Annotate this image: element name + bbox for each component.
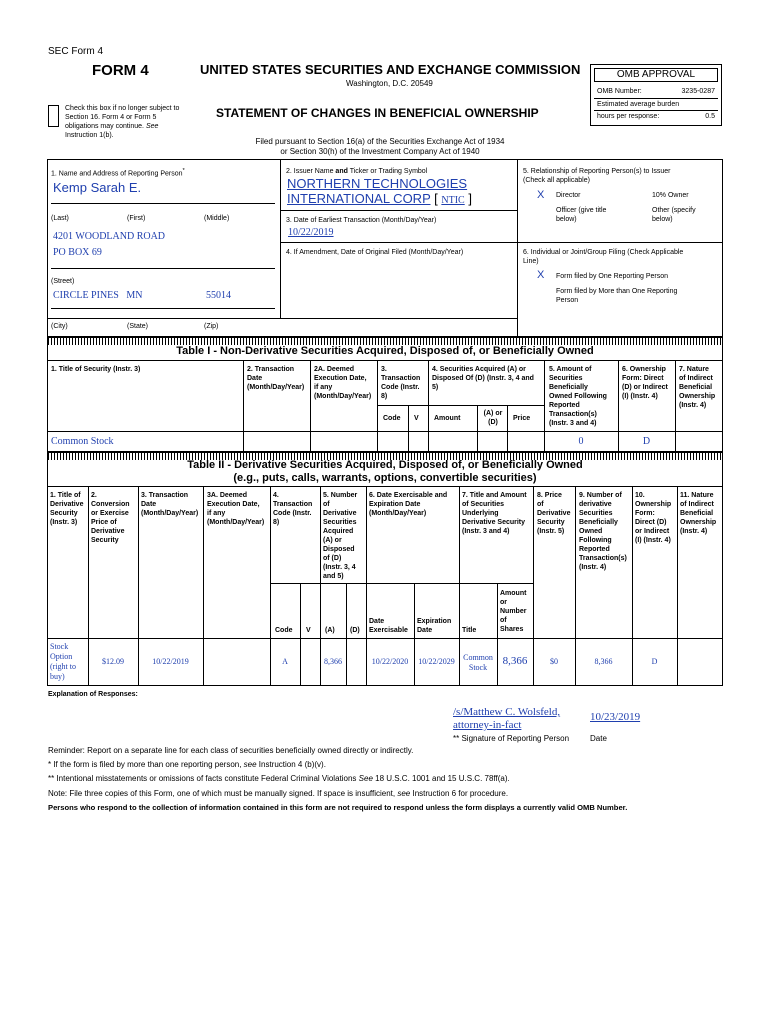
no-longer-subject-checkbox[interactable] <box>48 105 59 127</box>
t1-h5-1: Securities <box>549 375 583 382</box>
earliest-transaction-date: 10/22/2019 <box>288 227 334 238</box>
zip-label: (Zip) <box>204 323 219 330</box>
one-person-label: Form filed by One Reporting Person <box>556 273 669 280</box>
t2-row-date: 10/22/2019 <box>152 657 189 666</box>
t2-sub-exp-0: Expiration <box>417 618 452 625</box>
t1-h7-3: Ownership <box>679 393 716 400</box>
ticker-open: [ <box>430 191 442 206</box>
note1-see: see <box>243 760 257 769</box>
form-title: FORM 4 <box>92 62 149 79</box>
street-label: (Street) <box>51 278 75 285</box>
filed-line-2: or Section 30(h) of the Investment Company Act of 1940 <box>280 147 480 156</box>
omb-approval-box <box>590 64 722 126</box>
t2-sub-title: Title <box>462 627 477 634</box>
t2-h3a-2: if any <box>207 510 226 517</box>
t2-h10-2: Form: <box>635 510 655 517</box>
checkbox-instructions <box>65 104 205 140</box>
checkbox-see: See <box>145 123 159 130</box>
t2-h6 <box>369 491 447 518</box>
t1-h4-0: 4. Securities Acquired (A) or <box>432 366 526 373</box>
t1-sub-ad-1: (D) <box>488 419 498 426</box>
t2-h9-8: (Instr. 4) <box>579 564 607 571</box>
other-line-2: below) <box>652 216 673 223</box>
box5-line-2: (Check all applicable) <box>523 177 590 184</box>
t1-sub-price: Price <box>513 415 531 422</box>
one-person-mark: X <box>537 269 545 281</box>
t2-h5-7: of (D) <box>323 555 342 562</box>
t2-h2 <box>91 491 130 545</box>
t2-h7-1: of Securities <box>462 501 505 508</box>
checkbox-text-3: obligations may continue. <box>65 123 144 130</box>
t1-h7 <box>679 365 715 410</box>
t2-h2-3: Price of <box>91 519 117 526</box>
box3-label: 3. Date of Earliest Transaction (Month/Day/Year) <box>286 217 437 224</box>
note1-post: Instruction 4 (b)(v). <box>256 760 326 769</box>
t1-h2-2: (Month/Day/Year) <box>247 384 305 391</box>
checkbox-text-4: Instruction 1(b). <box>65 132 114 139</box>
statement-title: STATEMENT OF CHANGES IN BENEFICIAL OWNERSHIP <box>216 106 539 120</box>
t2-h7-2: Underlying <box>462 510 499 517</box>
t2-h2-5: Security <box>91 537 119 544</box>
box6-label <box>523 248 683 266</box>
t2-h7-0: 7. Title and Amount <box>462 492 527 499</box>
city-label: (City) <box>51 323 68 330</box>
t1-sub-v: V <box>414 415 419 422</box>
t2-row-title-2: (right to <box>50 662 76 671</box>
checkbox-text-3-line <box>65 122 205 131</box>
t2-h3-2: (Month/Day/Year) <box>141 510 199 517</box>
t1-h4-1: Disposed Of (D) (Instr. 3, 4 and <box>432 375 534 382</box>
t2-h5-1: of <box>323 501 330 508</box>
commission-location: Washington, D.C. 20549 <box>346 79 433 88</box>
omb-title: OMB APPROVAL <box>616 69 696 80</box>
t2-title-1: Table II - Derivative Securities Acquired, Disposed of, or Beneficially Owned <box>187 459 583 471</box>
t2-sub-amount-0: Amount <box>500 590 527 597</box>
t2-row-underlying-1: Stock <box>468 663 488 672</box>
t2-h5-5: (A) or <box>323 537 342 544</box>
t2-h9 <box>579 491 627 572</box>
officer-label <box>556 206 606 224</box>
t1-h7-0: 7. Nature <box>679 366 709 373</box>
city-state-value: CIRCLE PINES MN <box>53 290 143 301</box>
signature-line-2: attorney-in-fact <box>453 719 522 731</box>
officer-line-1: Officer (give title <box>556 207 607 214</box>
t2-row-underlying <box>459 653 497 673</box>
checkbox-text-1: Check this box if no longer subject to <box>65 105 180 112</box>
table-2-title <box>47 459 723 485</box>
date-label: Date <box>590 734 607 743</box>
t1-h5-0: 5. Amount of <box>549 366 592 373</box>
t2-sub-exp <box>417 617 451 635</box>
t2-h2-1: Conversion <box>91 501 130 508</box>
t2-h9-2: Securities <box>579 510 613 517</box>
t1-h7-2: Beneficial <box>679 384 713 391</box>
box2-and: and <box>335 168 348 175</box>
note3-pre: Note: File three copies of this Form, one of which must be manually signed. If space is insufficient, <box>48 789 398 798</box>
signature <box>453 706 560 732</box>
t2-sub-exp-1: Date <box>417 627 433 634</box>
t2-h10 <box>635 491 671 545</box>
more-line-1: Form filed by More than One Reporting <box>556 288 678 295</box>
t2-h4-0: 4. <box>273 492 279 499</box>
signature-label: ** Signature of Reporting Person <box>453 734 570 743</box>
middle-label: (Middle) <box>204 215 230 222</box>
address-line-1: 4201 WOODLAND ROAD <box>53 231 166 242</box>
t1-sub-ad <box>480 409 506 427</box>
issuer-name-line-2 <box>287 191 472 208</box>
t1-h3-0: 3. <box>381 366 387 373</box>
t1-h2a <box>314 365 371 401</box>
other-label <box>652 206 696 224</box>
t2-row-title-0: Stock <box>50 642 69 651</box>
t1-sub-ad-0: (A) or <box>483 410 503 417</box>
ten-percent-label: 10% Owner <box>652 192 689 199</box>
t2-h9-3: Beneficially <box>579 519 618 526</box>
box2-pre: 2. Issuer Name <box>286 168 336 175</box>
t1-h6-3: (I) (Instr. 4) <box>622 393 658 400</box>
t2-h1-3: (Instr. 3) <box>50 519 78 526</box>
t1-h3-1: Transaction <box>381 375 421 382</box>
t1-h5-6: (Instr. 3 and 4) <box>549 420 597 427</box>
t1-row-title: Common Stock <box>51 436 114 447</box>
t2-row-a: 8,366 <box>324 657 342 666</box>
omb-number-label: OMB Number: <box>597 88 642 95</box>
t2-row-price: $12.09 <box>102 657 124 666</box>
issuer-name-2: INTERNATIONAL CORP <box>287 191 431 206</box>
t2-h3-1: Date <box>141 501 157 508</box>
box1-label <box>51 167 185 178</box>
t2-title-2: (e.g., puts, calls, warrants, options, convertible securities) <box>233 472 537 484</box>
t2-h8-2: Derivative <box>537 510 571 517</box>
t1-h6 <box>622 365 668 401</box>
note3-see: see <box>397 789 411 798</box>
t2-h8 <box>537 491 570 536</box>
t2-row-title-3: buy) <box>50 672 65 681</box>
note3-post: Instruction 6 for procedure. <box>410 789 509 798</box>
zip-value: 55014 <box>206 290 231 301</box>
issuer-ticker: NTIC <box>441 195 465 206</box>
t2-sub-amount-4: Shares <box>500 626 524 633</box>
t2-h9-7: Transaction(s) <box>579 555 627 562</box>
t2-h2-0: 2. <box>91 492 97 499</box>
first-label: (First) <box>127 215 146 222</box>
t2-h11-2: Beneficial <box>680 510 714 517</box>
t2-h9-5: Following <box>579 537 612 544</box>
t1-h1: 1. Title of Security (Instr. 3) <box>51 366 141 373</box>
more-person-label <box>556 287 677 305</box>
t2-row-exercisable: 10/22/2020 <box>371 657 409 666</box>
t2-h2-4: Derivative <box>91 528 125 535</box>
t1-h7-1: of Indirect <box>679 375 713 382</box>
t1-h2a-1: Execution Date, <box>314 375 367 382</box>
t2-row-owned: 8,366 <box>594 657 613 666</box>
t2-h10-4: or Indirect <box>635 528 670 535</box>
box1-text: 1. Name and Address of Reporting Person <box>51 170 183 178</box>
t1-h5-3: Owned Following <box>549 393 607 400</box>
box2-post: Ticker or Trading Symbol <box>347 168 428 175</box>
last-label: (Last) <box>51 215 69 222</box>
t2-h3a <box>207 491 264 527</box>
t2-h3 <box>141 491 198 518</box>
t1-sub-amount: Amount <box>434 415 461 422</box>
t2-h5-8: (Instr. 3, 4 <box>323 564 356 571</box>
state-label: (State) <box>127 323 149 330</box>
t2-row-amount: 8,366 <box>502 655 528 667</box>
note2-see: See <box>358 774 373 783</box>
t1-h3 <box>381 365 420 401</box>
box6-line-2: Line) <box>523 258 539 265</box>
t1-h2a-2: if any <box>314 384 333 391</box>
t1-h4-2: 5) <box>432 384 439 391</box>
t2-h10-0: 10. <box>635 492 645 499</box>
note2-pre: ** Intentional misstatements or omissions of facts constitute Federal Criminal Violations <box>48 774 359 783</box>
t2-h8-0: 8. Price <box>537 492 562 499</box>
t2-h3-0: 3. Transaction <box>141 492 189 499</box>
t2-row-expiration: 10/22/2029 <box>418 657 455 666</box>
t2-row-code: A <box>282 657 288 666</box>
t2-row-deriv-price: $0 <box>550 657 558 666</box>
t2-h2-2: or Exercise <box>91 510 129 517</box>
t1-h5-5: Transaction(s) <box>549 411 597 418</box>
t2-h3a-3: (Month/Day/Year) <box>207 519 265 526</box>
t1-row-owned: 0 <box>578 436 584 447</box>
t2-row-form: D <box>651 657 658 666</box>
omb-number-value: 3235-0287 <box>681 88 715 95</box>
t2-sub-date-ex-1: Exercisable <box>369 627 408 634</box>
reminder-text: Reminder: Report on a separate line for each class of securities beneficially owned directly or indirectly. <box>48 746 414 755</box>
omb-title-box <box>594 68 718 82</box>
t2-h9-1: derivative <box>579 501 612 508</box>
signature-date: 10/23/2019 <box>590 711 641 723</box>
t2-h9-4: Owned <box>579 528 603 535</box>
t1-h2-1: Date <box>247 375 263 382</box>
signature-line-1: /s/Matthew C. Wolsfeld, <box>453 706 561 718</box>
t2-h5 <box>323 491 357 581</box>
t2-sub-date-ex-0: Date <box>369 618 385 625</box>
t2-sub-code: Code <box>275 627 293 634</box>
t2-h7-3: Derivative Security <box>462 519 526 526</box>
t2-row-underlying-0: Common <box>463 653 493 662</box>
officer-line-2: below) <box>556 216 577 223</box>
director-mark: X <box>537 189 545 201</box>
t2-h11-4: (Instr. 4) <box>680 528 708 535</box>
director-label: Director <box>556 192 581 199</box>
t2-h3a-0: 3A. Deemed <box>207 492 248 499</box>
t2-sub-amount-3: of <box>500 617 507 624</box>
t1-h7-4: (Instr. 4) <box>679 402 707 409</box>
box6-line-1: 6. Individual or Joint/Group Filing (Check Applicable <box>523 249 684 256</box>
omb-burden-label: Estimated average burden <box>597 101 680 108</box>
t2-h1 <box>50 491 83 527</box>
t1-h2-0: 2. Transaction <box>247 366 295 373</box>
t2-h5-0: 5. Number <box>323 492 358 499</box>
t2-sub-d: (D) <box>350 627 360 634</box>
reporting-person-name: Kemp Sarah E. <box>53 180 142 195</box>
t2-h10-3: Direct (D) <box>635 519 667 526</box>
t1-h6-1: Form: Direct <box>622 375 664 382</box>
t1-h5-4: Reported <box>549 402 580 409</box>
t1-h5 <box>549 365 607 428</box>
t2-h11-0: 11. Nature <box>680 492 714 499</box>
box4-label: 4. If Amendment, Date of Original Filed (Month/Day/Year) <box>286 249 464 256</box>
more-line-2: Person <box>556 297 579 304</box>
t1-h6-0: 6. Ownership <box>622 366 666 373</box>
t2-h7 <box>462 491 527 536</box>
t2-h9-6: Reported <box>579 546 610 553</box>
filed-line-1: Filed pursuant to Section 16(a) of the Securities Exchange Act of 1934 <box>255 137 505 146</box>
t2-h6-2: (Month/Day/Year) <box>369 510 427 517</box>
note1-pre: * If the form is filed by more than one reporting person, <box>48 760 244 769</box>
t1-h3-2: Code (Instr. <box>381 384 420 391</box>
t2-h8-4: (Instr. 5) <box>537 528 565 535</box>
t2-h3a-1: Execution Date, <box>207 501 260 508</box>
t2-row-title <box>50 642 76 682</box>
t2-h1-1: Derivative <box>50 501 84 508</box>
t2-h6-1: Expiration Date <box>369 501 421 508</box>
t1-row-form: D <box>642 436 651 447</box>
t2-h10-1: Ownership <box>635 501 672 508</box>
table-1-title: Table I - Non-Derivative Securities Acquired, Disposed of, or Beneficially Owned <box>176 345 594 357</box>
t1-h2a-3: (Month/Day/Year) <box>314 393 372 400</box>
t1-h4 <box>432 365 534 392</box>
t2-sub-v: V <box>306 627 311 634</box>
t2-h5-2: Derivative <box>323 510 357 517</box>
box5-line-1: 5. Relationship of Reporting Person(s) to Issuer <box>523 168 671 175</box>
checkbox-text-2: Section 16. Form 4 or Form 5 <box>65 114 157 121</box>
t2-h4-2: Code (Instr. <box>273 510 312 517</box>
t1-h6-2: (D) or Indirect <box>622 384 668 391</box>
t2-h11 <box>680 491 716 536</box>
omb-hours-value: 0.5 <box>705 113 715 120</box>
box1-star: * <box>182 168 185 174</box>
t2-sub-date-ex <box>369 617 408 635</box>
t1-h5-2: Beneficially <box>549 384 588 391</box>
box5-label <box>523 167 670 185</box>
t2-h8-3: Security <box>537 519 565 526</box>
t2-h6-0: 6. Date Exercisable and <box>369 492 448 499</box>
t1-h2a-0: 2A. Deemed <box>314 366 355 373</box>
t2-h8-1: of <box>537 501 544 508</box>
t2-h4-3: 8) <box>273 519 280 526</box>
note2-post: 18 U.S.C. 1001 and 15 U.S.C. 78ff(a). <box>372 774 510 783</box>
note-1 <box>48 760 326 770</box>
t1-h2 <box>247 365 304 392</box>
omb-hours-label: hours per response: <box>597 113 660 120</box>
address-line-2: PO BOX 69 <box>53 247 102 258</box>
box2-label <box>286 167 427 176</box>
issuer-name-line-1: NORTHERN TECHNOLOGIES <box>287 176 468 191</box>
explanation-heading: Explanation of Responses: <box>48 691 138 698</box>
persons-notice: Persons who respond to the collection of information contained in this form are not required to respond unless the form displays a currently valid OMB Number. <box>48 803 628 812</box>
other-line-1: Other (specify <box>652 207 696 214</box>
t2-h1-0: 1. Title of <box>50 492 81 499</box>
t1-sub-code: Code <box>383 415 401 422</box>
t2-h4-1: Transaction <box>273 501 313 508</box>
t2-h4 <box>273 491 312 527</box>
t2-h11-1: of Indirect <box>680 501 714 508</box>
note-3 <box>48 789 508 799</box>
t2-h5-6: Disposed <box>323 546 355 553</box>
filed-pursuant <box>180 137 580 157</box>
note-2 <box>48 774 510 784</box>
t2-h5-9: and 5) <box>323 573 344 580</box>
t2-h11-3: Ownership <box>680 519 717 526</box>
commission-title: UNITED STATES SECURITIES AND EXCHANGE COMMISSION <box>200 62 581 77</box>
t2-h9-0: 9. Number of <box>579 492 622 499</box>
t2-sub-amount-1: or <box>500 599 507 606</box>
t2-h10-5: (I) (Instr. 4) <box>635 537 671 544</box>
t2-sub-amount-2: Number <box>500 608 527 615</box>
t2-h7-4: (Instr. 3 and 4) <box>462 528 510 535</box>
ticker-close: ] <box>464 191 472 206</box>
t2-h5-3: Securities <box>323 519 357 526</box>
t2-sub-a: (A) <box>325 627 335 634</box>
t1-h3-3: 8) <box>381 393 388 400</box>
t2-h5-4: Acquired <box>323 528 354 535</box>
t2-sub-amount <box>500 589 526 634</box>
t2-row-title-1: Option <box>50 652 73 661</box>
t2-h1-2: Security <box>50 510 78 517</box>
sec-form-label: SEC Form 4 <box>48 46 104 57</box>
